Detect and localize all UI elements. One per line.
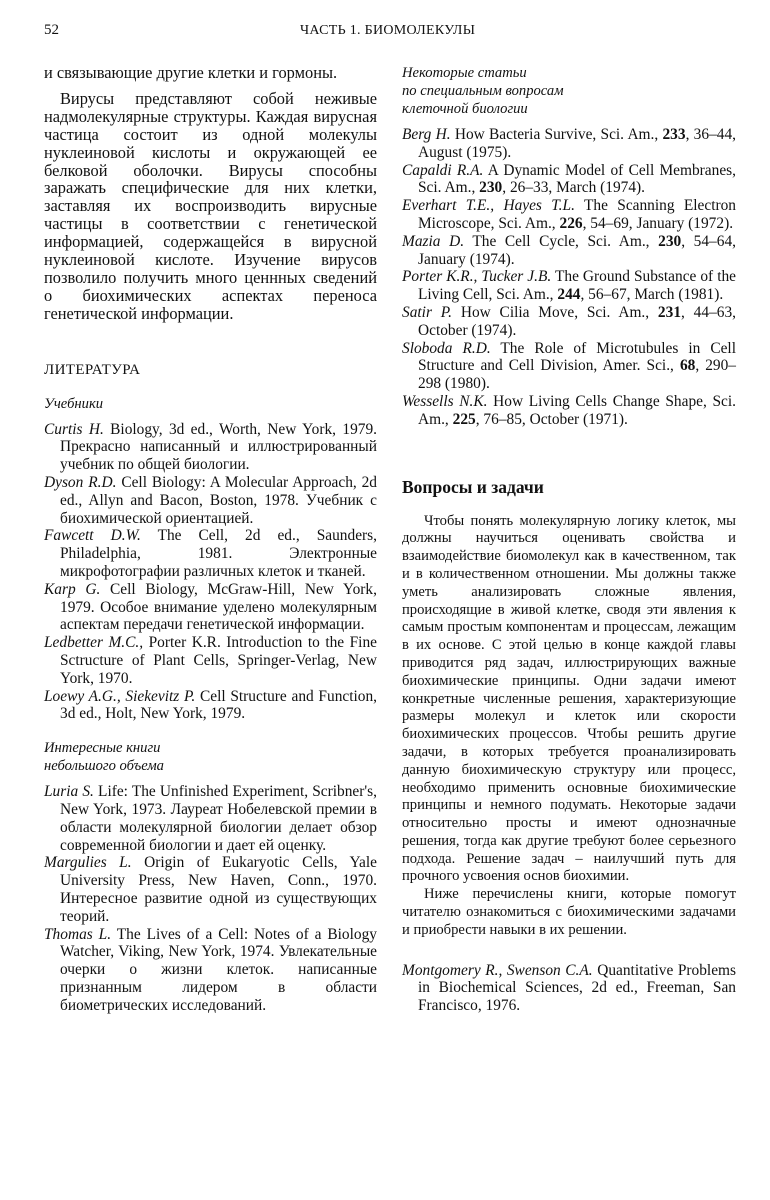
reference-volume: 226 bbox=[559, 214, 583, 232]
reference-item bbox=[402, 197, 736, 233]
reference-volume: 225 bbox=[452, 410, 476, 428]
reference-author: Montgomery R., Swenson C.A. bbox=[402, 961, 593, 979]
page-number: 52 bbox=[44, 22, 59, 38]
reference-title: The Cell Cycle, Sci. Am., bbox=[464, 232, 659, 250]
reference-pages: , 76–85, October (1971). bbox=[475, 410, 628, 428]
reference-title: How Living Cells Change Shape, Sci. Am., bbox=[418, 392, 736, 428]
reference-author: Satir P. bbox=[402, 303, 453, 321]
reference-author: Loewy A.G., Siekevitz P. bbox=[44, 687, 196, 705]
literature-heading: ЛИТЕРАТУРА bbox=[44, 361, 141, 378]
paragraph-continued: и связывающие другие клетки и гормоны. bbox=[44, 63, 338, 82]
reference-author: Mazia D. bbox=[402, 232, 465, 250]
reference-pages: , 54–64, January (1974). bbox=[418, 232, 736, 268]
reference-item bbox=[402, 340, 736, 393]
short-books-heading-line2: небольшого объема bbox=[44, 758, 164, 775]
reference-author: Ledbetter M.C., bbox=[44, 634, 144, 652]
questions-paragraph-2: Ниже перечислены книги, которые помогут читателю ознакомиться с биохимическими задачами и приобрести навыки в их решении. bbox=[402, 886, 736, 938]
reference-text: The Lives of a Cell: Notes of a Biology Watcher, Viking, New York, 1974. Увлекательные очерки о жизни клеток. написанные признанным лидером в области биометрических исследований. bbox=[60, 925, 377, 1014]
questions-paragraph-1: Чтобы понять молекулярную логику клеток, мы должны научиться оценивать свойства и взаимодействие биомолекул как в качественном, так и в количественном отношении. Мы должны также уметь анализировать сложные явления, происходящие в живой клетке, сводя эти явления к самым простым компонентам и процессам, лежащим в их основе. С этой целью в конце каждой главы приводится ряд задач, иллюстрирующих важные биохимические принципы. Одни задачи имеют конкретные численные решения, характеризующие размеры молекул и клеток или скорости биохимических процессов. Чтобы решить другие задачи, в которых требуется проанализировать данную биохимическую структуру или процесс, необходимо применить основные биохимические принципы и немного подумать. Некоторые задачи относительно просты и имеют однозначные решения, тогда как другие требуют более серьезного подхода. Решение задач – наилучший путь для прочного усвоения основ биохимии. bbox=[402, 512, 736, 885]
reference-author: Fawcett D.W. bbox=[44, 527, 141, 545]
short-books-heading-line1: Интересные книги bbox=[44, 740, 161, 757]
reference-text: Cell Biology, McGraw-Hill, New York, 1979. Особое внимание уделено молекулярным аспектам передачи генетической информации. bbox=[60, 580, 377, 634]
reference-pages: , 290–298 (1980). bbox=[418, 357, 736, 393]
short-books-list bbox=[44, 783, 377, 1014]
reference-author: Berg H. bbox=[402, 126, 451, 143]
paragraph-viruses: Вирусы представляют собой неживые надмолекулярные структуры. Каждая вирусная частица состоит из одной молекулы нуклеиновой кислоты и окружающей ее белковой оболочки. Вирусы способны заражать специфические для них клетки, заставляя их воспроизводить вирусные частицы в соответствии с генетической информацией, содержащейся в вирусной нуклеиновой кислоте. Изучение вирусов позволило получить много ценнных сведений о биохимических аспектах переноса генетической информации. bbox=[44, 88, 377, 323]
left-column bbox=[44, 64, 377, 1015]
reference-text: Cell Biology: A Molecular Approach, 2d ed., Allyn and Bacon, Boston, 1978. Учебник с биохимической ориентацией. bbox=[60, 474, 378, 527]
reference-author: Margulies L. bbox=[44, 854, 132, 872]
reference-author: Thomas L. bbox=[44, 925, 112, 943]
right-column bbox=[402, 64, 736, 1015]
reference-title: How Bacteria Survive, Sci. Am., bbox=[450, 126, 663, 143]
reference-pages: , 36–44, August (1975). bbox=[418, 126, 737, 161]
reference-text: Biology, 3d ed., Worth, New York, 1979. Прекрасно написанный и иллюстрированный учебник по общей биологии. bbox=[60, 420, 377, 474]
reference-item bbox=[44, 581, 377, 634]
reference-pages: , 26–33, March (1974). bbox=[502, 179, 646, 197]
reference-pages: , 56–67, March (1981). bbox=[580, 286, 724, 304]
reference-text: Life: The Unfinished Experiment, Scribner's, New York, 1973. Лауреат Нобелевской премии в области молекулярной биологии делает обзор современной биологии и дает ей оценку. bbox=[60, 783, 377, 854]
reference-volume: 244 bbox=[557, 286, 581, 304]
reference-item bbox=[44, 421, 377, 474]
articles-list bbox=[402, 126, 736, 429]
reference-author: Porter K.R., Tucker J.B. bbox=[402, 268, 552, 286]
reference-title: A Dynamic Model of Cell Membranes, Sci. Am., bbox=[418, 161, 736, 197]
reference-author: Dyson R.D. bbox=[44, 474, 117, 492]
reference-title: The Ground Substance of the Living Cell, Sci. Am., bbox=[418, 268, 736, 304]
reference-volume: 233 bbox=[662, 126, 686, 143]
reference-text: The Cell, 2d ed., Saunders, Philadelphia, 1981. Электронные микрофотографии различных клеток и тканей. bbox=[60, 527, 377, 581]
reference-item bbox=[44, 527, 377, 580]
reference-volume: 68 bbox=[679, 357, 696, 375]
reference-volume: 231 bbox=[657, 303, 682, 321]
reference-item bbox=[44, 926, 377, 1015]
textbooks-heading: Учебники bbox=[44, 395, 104, 412]
reference-volume: 230 bbox=[658, 232, 682, 250]
reference-author: Karp G. bbox=[44, 580, 101, 598]
running-header: ЧАСТЬ 1. БИОМОЛЕКУЛЫ bbox=[300, 23, 476, 38]
reference-author: Luria S. bbox=[44, 783, 94, 801]
reference-item bbox=[402, 304, 736, 340]
reference-title: The Role of Microtubules in Cell Structure and Cell Division, Amer. Sci., bbox=[418, 339, 736, 375]
reference-item bbox=[44, 634, 377, 687]
reference-author: Capaldi R.A. bbox=[402, 161, 484, 179]
problem-books-list bbox=[402, 962, 736, 1015]
reference-title: How Cilia Move, Sci. Am., bbox=[452, 303, 658, 321]
reference-text: Cell Structure and Function, 3d ed., Holt, New York, 1979. bbox=[60, 687, 378, 723]
reference-pages: , 54–69, January (1972). bbox=[582, 214, 734, 232]
reference-pages: , 44–63, October (1974). bbox=[418, 303, 736, 339]
reference-item bbox=[402, 393, 736, 429]
reference-author: Curtis H. bbox=[44, 420, 104, 438]
articles-heading-line1: Некоторые статьи bbox=[402, 65, 527, 81]
reference-item bbox=[44, 688, 377, 724]
questions-heading: Вопросы и задачи bbox=[402, 476, 544, 497]
reference-item bbox=[402, 268, 736, 304]
reference-author: Sloboda R.D. bbox=[402, 339, 491, 357]
reference-item bbox=[44, 474, 377, 527]
reference-item bbox=[44, 783, 377, 854]
articles-heading-line3: клеточной биологии bbox=[402, 101, 528, 117]
articles-heading-line2: по специальным вопросам bbox=[402, 83, 564, 99]
reference-text: Origin of Eukaryotic Cells, Yale University Press, New Haven, Conn., 1970. Интересное развитие одной из существующих теорий. bbox=[60, 854, 377, 925]
reference-item bbox=[402, 126, 736, 162]
reference-text: Quantitative Problems in Biochemical Sciences, 2d ed., Freeman, San Francisco, 1976. bbox=[418, 961, 736, 1015]
reference-author: Everhart T.E., Hayes T.L. bbox=[402, 197, 575, 215]
reference-text: Porter K.R. Introduction to the Fine Sctructure of Plant Cells, Springer-Verlag, New York, 1970. bbox=[60, 634, 377, 687]
reference-title: The Scanning Electron Microscope, Sci. Am., bbox=[418, 197, 737, 232]
reference-volume: 230 bbox=[479, 179, 503, 197]
reference-item bbox=[402, 962, 736, 1015]
textbooks-list bbox=[44, 421, 377, 724]
reference-item bbox=[402, 162, 736, 198]
reference-item bbox=[402, 233, 736, 269]
reference-item bbox=[44, 854, 377, 925]
reference-author: Wessells N.K. bbox=[402, 392, 488, 410]
